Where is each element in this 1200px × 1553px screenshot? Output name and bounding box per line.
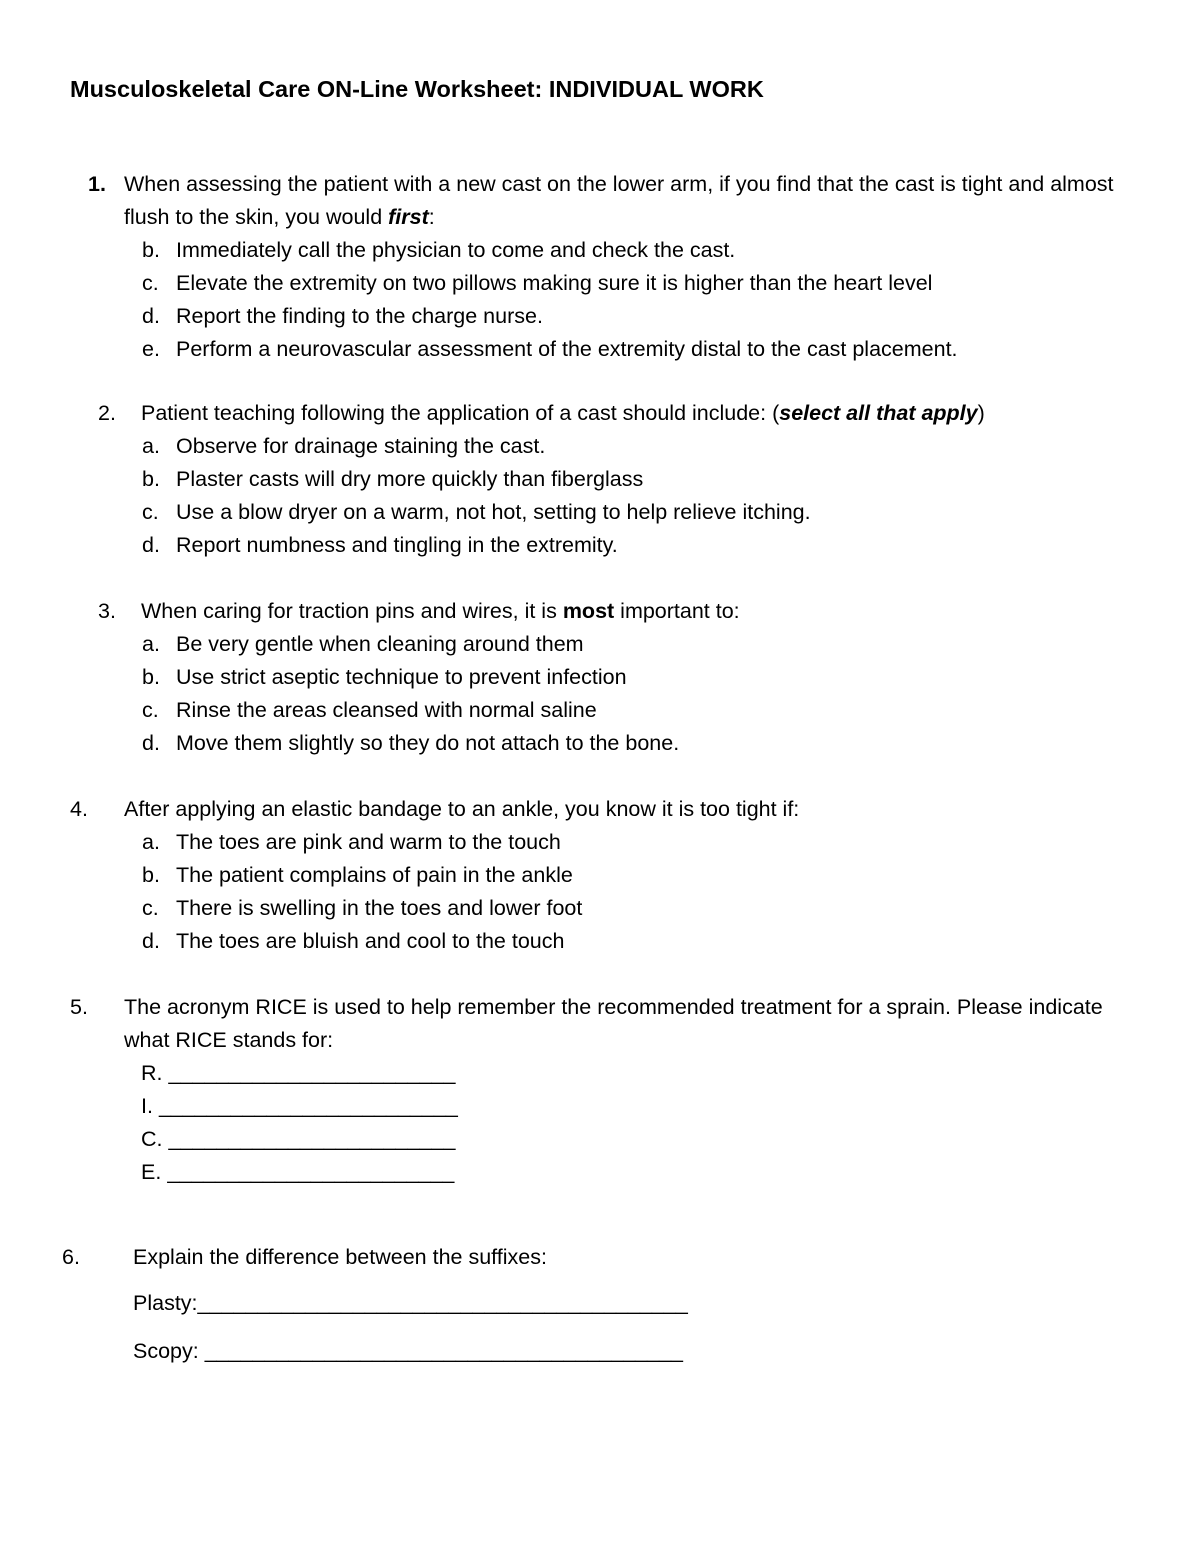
- question-6: [0, 1241, 1200, 1368]
- option-letter: a.: [142, 632, 160, 656]
- blank-scopy: [0, 1335, 1200, 1368]
- question-number: 6.: [62, 1245, 80, 1269]
- question-stem-line: [0, 397, 1200, 430]
- option-text: Rinse the areas cleansed with normal saline: [176, 698, 597, 722]
- question-stem-line: [0, 991, 1200, 1024]
- answer-blank: [133, 1335, 683, 1368]
- option-letter: b.: [142, 665, 160, 689]
- question-stem-line: [0, 595, 1200, 628]
- option-c: [0, 496, 1200, 529]
- question-stem: [141, 397, 985, 430]
- question-3: [0, 595, 1200, 760]
- blank-plasty: [0, 1287, 1200, 1320]
- blank-line: _________________________________________: [197, 1291, 688, 1315]
- option-d: [0, 300, 1200, 333]
- option-letter: a.: [142, 830, 160, 854]
- blank-line: ________________________________________: [204, 1339, 684, 1363]
- option-text: Move them slightly so they do not attach to the bone.: [176, 731, 680, 755]
- stem-text: :: [428, 205, 435, 229]
- option-d: [0, 727, 1200, 760]
- blank-label: E.: [141, 1160, 162, 1184]
- option-text: Immediately call the physician to come and check the cast.: [176, 238, 736, 262]
- answer-blank: [141, 1123, 455, 1156]
- question-stem: [141, 595, 740, 628]
- option-letter: c.: [142, 500, 159, 524]
- answer-blank: [141, 1090, 458, 1123]
- blank-line: ________________________: [167, 1160, 455, 1184]
- answer-blank: [141, 1156, 454, 1189]
- stem-text: When caring for traction pins and wires, it is: [141, 599, 563, 623]
- emphasis-text: select all that apply: [779, 401, 978, 425]
- question-stem-line: [0, 1241, 1200, 1274]
- option-letter: c.: [142, 896, 159, 920]
- option-text: Report the finding to the charge nurse.: [176, 304, 543, 328]
- blank-line: ________________________: [168, 1061, 456, 1085]
- question-1: [0, 168, 1200, 366]
- option-letter: c.: [142, 698, 159, 722]
- option-letter: d.: [142, 304, 160, 328]
- blank-label: Scopy:: [133, 1339, 199, 1363]
- blank-label: Plasty:: [133, 1291, 198, 1315]
- option-letter: b.: [142, 238, 160, 262]
- option-text: Elevate the extremity on two pillows making sure it is higher than the heart level: [176, 271, 933, 295]
- question-stem-line: [0, 1024, 1200, 1057]
- question-number: 5.: [70, 995, 88, 1019]
- option-text: The toes are pink and warm to the touch: [176, 830, 561, 854]
- option-text: The patient complains of pain in the ankle: [176, 863, 573, 887]
- option-d: [0, 925, 1200, 958]
- answer-blank: [141, 1057, 455, 1090]
- option-a: [0, 826, 1200, 859]
- blank-line: _________________________: [158, 1094, 458, 1118]
- question-4: [0, 793, 1200, 958]
- option-b: [0, 859, 1200, 892]
- option-a: [0, 628, 1200, 661]
- blank-i: [0, 1090, 1200, 1123]
- emphasis-text: most: [562, 599, 615, 623]
- question-number: 4.: [70, 797, 88, 821]
- option-letter: c.: [142, 271, 159, 295]
- stem-text: important to:: [614, 599, 740, 623]
- option-text: Use a blow dryer on a warm, not hot, setting to help relieve itching.: [176, 500, 811, 524]
- option-text: The toes are bluish and cool to the touch: [176, 929, 565, 953]
- option-text: Report numbness and tingling in the extremity.: [176, 533, 618, 557]
- option-text: Be very gentle when cleaning around them: [176, 632, 584, 656]
- question-stem: When assessing the patient with a new cast on the lower arm, if you find that the cast is tight and almost: [124, 172, 1114, 196]
- blank-c: [0, 1123, 1200, 1156]
- stem-text: flush to the skin, you would: [124, 205, 389, 229]
- question-stem: After applying an elastic bandage to an ankle, you know it is too tight if:: [124, 797, 800, 821]
- page-title: Musculoskeletal Care ON-Line Worksheet: INDIVIDUAL WORK: [70, 76, 764, 102]
- option-text: Plaster casts will dry more quickly than fiberglass: [176, 467, 644, 491]
- question-stem-line: [0, 793, 1200, 826]
- option-a: [0, 430, 1200, 463]
- option-c: [0, 267, 1200, 300]
- question-stem-line: [0, 201, 1200, 234]
- option-b: [0, 661, 1200, 694]
- option-c: [0, 892, 1200, 925]
- question-stem-continued: [124, 201, 435, 234]
- option-b: [0, 234, 1200, 267]
- blank-line: ________________________: [168, 1127, 456, 1151]
- question-number: 1.: [88, 172, 106, 196]
- option-letter: b.: [142, 863, 160, 887]
- option-letter: d.: [142, 929, 160, 953]
- option-b: [0, 463, 1200, 496]
- question-5: [0, 991, 1200, 1189]
- blank-label: I.: [141, 1094, 153, 1118]
- question-number: 2.: [98, 401, 116, 425]
- option-e: [0, 333, 1200, 366]
- question-stem-continued: what RICE stands for:: [124, 1028, 334, 1052]
- option-letter: d.: [142, 533, 160, 557]
- question-number: 3.: [98, 599, 116, 623]
- option-letter: e.: [142, 337, 160, 361]
- emphasis-text: first: [388, 205, 429, 229]
- option-text: Perform a neurovascular assessment of the extremity distal to the cast placement.: [176, 337, 958, 361]
- option-letter: d.: [142, 731, 160, 755]
- question-stem: The acronym RICE is used to help remember the recommended treatment for a sprain. Please indicate: [124, 995, 1103, 1019]
- option-text: Use strict aseptic technique to prevent infection: [176, 665, 627, 689]
- option-d: [0, 529, 1200, 562]
- answer-blank: [133, 1287, 688, 1320]
- stem-text: Patient teaching following the application of a cast should include: (: [141, 401, 780, 425]
- option-c: [0, 694, 1200, 727]
- option-letter: b.: [142, 467, 160, 491]
- blank-label: C.: [141, 1127, 163, 1151]
- blank-label: R.: [141, 1061, 163, 1085]
- question-stem-line: [0, 168, 1200, 201]
- blank-r: [0, 1057, 1200, 1090]
- option-text: There is swelling in the toes and lower foot: [176, 896, 583, 920]
- blank-e: [0, 1156, 1200, 1189]
- option-text: Observe for drainage staining the cast.: [176, 434, 546, 458]
- question-stem: Explain the difference between the suffixes:: [133, 1245, 547, 1269]
- stem-text: ): [977, 401, 985, 425]
- option-letter: a.: [142, 434, 160, 458]
- question-2: [0, 397, 1200, 562]
